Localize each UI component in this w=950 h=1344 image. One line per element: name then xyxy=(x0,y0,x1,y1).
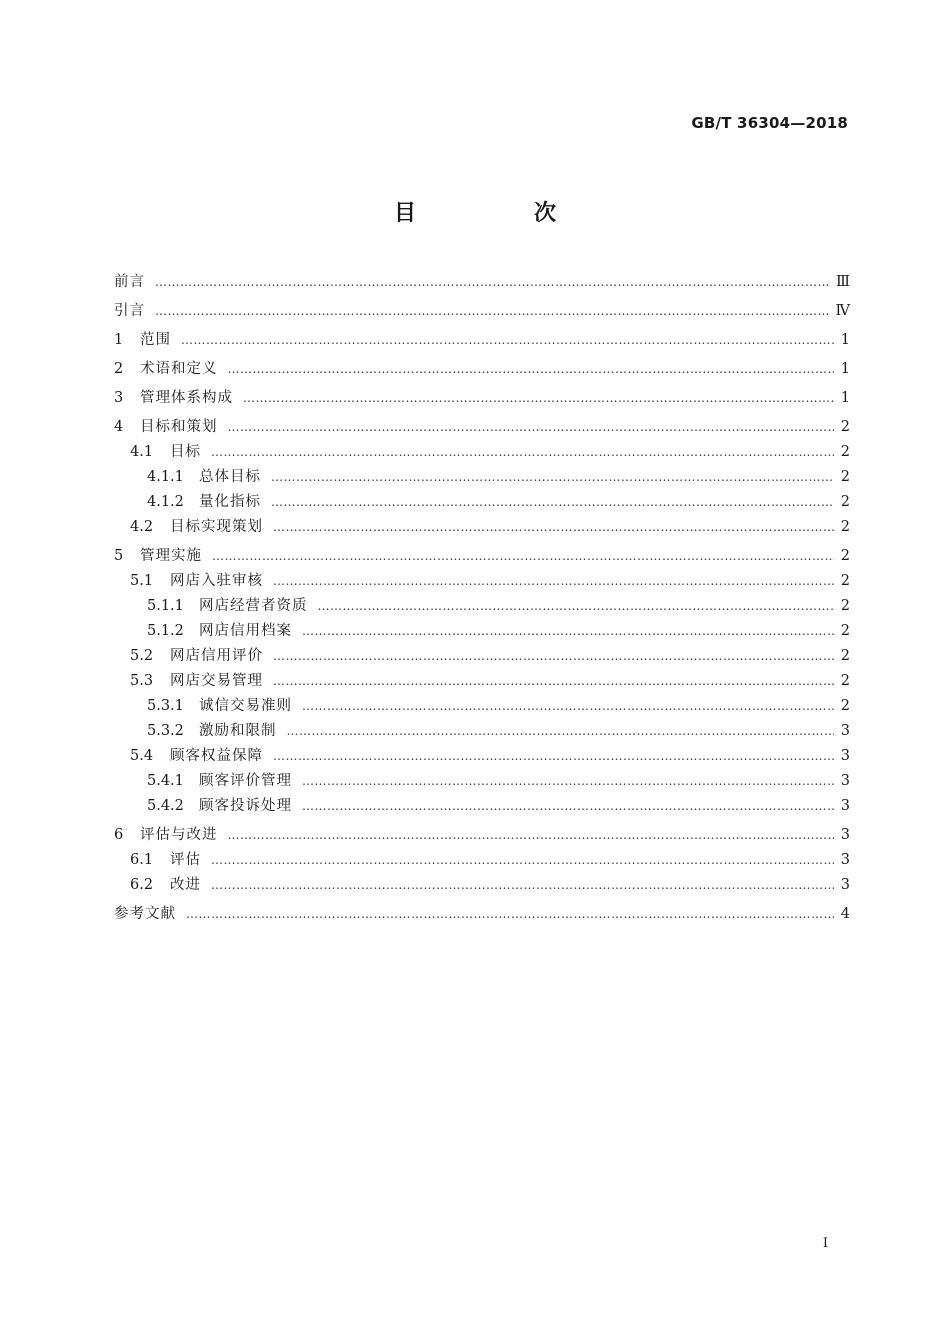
toc-entry-number: 5.1.2 xyxy=(147,623,184,639)
toc-leader-dots xyxy=(243,391,834,405)
toc-entry[interactable] xyxy=(114,694,850,719)
toc-entry-title: 参考文献 xyxy=(114,906,176,922)
toc-entry-number: 6 xyxy=(114,827,124,843)
toc-entry-number: 3 xyxy=(114,390,124,406)
toc-entry-title: 总体目标 xyxy=(199,469,261,485)
toc-entry-page: Ⅳ xyxy=(835,303,850,319)
toc-entry[interactable] xyxy=(114,902,850,927)
toc-entry-number: 5.1 xyxy=(130,573,154,589)
toc-entry-title: 管理体系构成 xyxy=(140,390,233,406)
toc-entry-page: 2 xyxy=(840,673,850,689)
toc-leader-dots xyxy=(271,470,834,484)
toc-entry-page: Ⅲ xyxy=(836,274,850,290)
toc-leader-dots xyxy=(271,495,834,509)
toc-entry-page: 1 xyxy=(840,390,850,406)
toc-entry-number: 5.1.1 xyxy=(147,598,184,614)
toc-entry-page: 2 xyxy=(840,698,850,714)
toc-entry-number: 5.4.2 xyxy=(147,798,184,814)
toc-leader-dots xyxy=(302,799,834,813)
toc-entry[interactable] xyxy=(114,357,850,382)
toc-entry[interactable] xyxy=(114,669,850,694)
toc-entry-title: 顾客投诉处理 xyxy=(199,798,292,814)
toc-entry[interactable] xyxy=(114,873,850,898)
toc-entry[interactable] xyxy=(114,848,850,873)
toc-entry-number: 4.1.1 xyxy=(147,469,184,485)
toc-entry-title: 目标和策划 xyxy=(140,419,218,435)
toc-leader-dots xyxy=(302,699,834,713)
toc-entry-page: 2 xyxy=(840,548,850,564)
toc-entry-page: 3 xyxy=(840,773,850,789)
toc-entry[interactable] xyxy=(114,644,850,669)
toc-entry[interactable] xyxy=(114,515,850,540)
toc-entry-page: 2 xyxy=(840,573,850,589)
footer-page-number: I xyxy=(822,1236,828,1251)
toc-entry-title: 术语和定义 xyxy=(140,361,218,377)
toc-leader-dots xyxy=(155,275,830,289)
toc-entry[interactable] xyxy=(114,619,850,644)
toc-leader-dots xyxy=(211,445,834,459)
toc-entry-page: 2 xyxy=(840,648,850,664)
toc-leader-dots xyxy=(273,574,834,588)
toc-entry-page: 2 xyxy=(840,519,850,535)
toc-entry-title: 量化指标 xyxy=(199,494,261,510)
toc-entry[interactable] xyxy=(114,594,850,619)
page-title: 目 次 xyxy=(393,201,604,226)
toc-entry-number: 6.2 xyxy=(130,877,154,893)
toc-entry-number: 4.2 xyxy=(130,519,154,535)
toc-entry[interactable] xyxy=(114,490,850,515)
toc-entry-page: 3 xyxy=(840,723,850,739)
toc-entry-number: 5.3.2 xyxy=(147,723,184,739)
toc-leader-dots xyxy=(186,907,834,921)
toc-entry[interactable] xyxy=(114,569,850,594)
toc-entry-page: 2 xyxy=(840,419,850,435)
toc-entry-number: 5.4 xyxy=(130,748,154,764)
toc-entry-page: 1 xyxy=(840,332,850,348)
toc-entry-title: 网店信用评价 xyxy=(170,648,263,664)
toc-leader-dots xyxy=(302,624,834,638)
toc-entry-number: 6.1 xyxy=(130,852,154,868)
toc-entry-page: 3 xyxy=(840,877,850,893)
toc-leader-dots xyxy=(273,674,834,688)
toc-entry-title: 目标 xyxy=(170,444,201,460)
toc-leader-dots xyxy=(228,362,835,376)
toc-entry-number: 5.2 xyxy=(130,648,154,664)
toc-entry[interactable] xyxy=(114,415,850,440)
toc-leader-dots xyxy=(211,878,834,892)
toc-entry[interactable] xyxy=(114,328,850,353)
toc-entry-page: 2 xyxy=(840,598,850,614)
toc-entry[interactable] xyxy=(114,440,850,465)
toc-leader-dots xyxy=(212,549,834,563)
toc-entry[interactable] xyxy=(114,299,850,324)
table-of-contents xyxy=(114,270,850,927)
toc-entry-number: 4.1.2 xyxy=(147,494,184,510)
toc-leader-dots xyxy=(211,853,834,867)
toc-entry-page: 2 xyxy=(840,469,850,485)
toc-leader-dots xyxy=(273,649,834,663)
toc-leader-dots xyxy=(318,599,835,613)
toc-leader-dots xyxy=(273,749,834,763)
toc-entry-page: 3 xyxy=(840,798,850,814)
toc-leader-dots xyxy=(273,520,834,534)
toc-entry-title: 改进 xyxy=(170,877,201,893)
toc-entry[interactable] xyxy=(114,544,850,569)
toc-entry[interactable] xyxy=(114,744,850,769)
toc-entry-title: 诚信交易准则 xyxy=(199,698,292,714)
toc-entry-page: 2 xyxy=(840,444,850,460)
toc-entry[interactable] xyxy=(114,769,850,794)
toc-leader-dots xyxy=(302,774,834,788)
toc-entry-number: 2 xyxy=(114,361,124,377)
toc-entry-title: 网店入驻审核 xyxy=(170,573,263,589)
toc-entry-title: 网店信用档案 xyxy=(199,623,292,639)
toc-leader-dots xyxy=(287,724,835,738)
toc-leader-dots xyxy=(155,304,830,318)
toc-entry[interactable] xyxy=(114,270,850,295)
toc-entry[interactable] xyxy=(114,794,850,819)
toc-entry-page: 3 xyxy=(840,827,850,843)
toc-entry-number: 4 xyxy=(114,419,124,435)
toc-entry-title: 顾客评价管理 xyxy=(199,773,292,789)
toc-entry-title: 前言 xyxy=(114,274,145,290)
toc-leader-dots xyxy=(181,333,834,347)
toc-entry-title: 引言 xyxy=(114,303,145,319)
toc-entry[interactable] xyxy=(114,386,850,411)
toc-entry-number: 5.3.1 xyxy=(147,698,184,714)
toc-entry-page: 4 xyxy=(840,906,850,922)
toc-entry[interactable] xyxy=(114,719,850,744)
toc-entry-page: 3 xyxy=(840,748,850,764)
toc-entry-title: 网店经营者资质 xyxy=(199,598,308,614)
toc-entry-page: 3 xyxy=(840,852,850,868)
toc-leader-dots xyxy=(228,828,835,842)
toc-entry[interactable] xyxy=(114,465,850,490)
toc-entry-title: 网店交易管理 xyxy=(170,673,263,689)
toc-entry-page: 2 xyxy=(840,494,850,510)
toc-entry-title: 管理实施 xyxy=(140,548,202,564)
toc-entry-page: 1 xyxy=(840,361,850,377)
toc-leader-dots xyxy=(228,420,835,434)
document-code: GB/T 36304—2018 xyxy=(691,114,848,132)
toc-entry-number: 1 xyxy=(114,332,124,348)
toc-entry-title: 范围 xyxy=(140,332,171,348)
toc-entry-title: 评估与改进 xyxy=(140,827,218,843)
toc-entry-title: 激励和限制 xyxy=(199,723,277,739)
toc-entry-number: 5.3 xyxy=(130,673,154,689)
toc-entry-title: 目标实现策划 xyxy=(170,519,263,535)
toc-entry-number: 4.1 xyxy=(130,444,154,460)
toc-entry-number: 5.4.1 xyxy=(147,773,184,789)
toc-entry[interactable] xyxy=(114,823,850,848)
toc-entry-page: 2 xyxy=(840,623,850,639)
toc-entry-number: 5 xyxy=(114,548,124,564)
toc-entry-title: 评估 xyxy=(170,852,201,868)
toc-entry-title: 顾客权益保障 xyxy=(170,748,263,764)
